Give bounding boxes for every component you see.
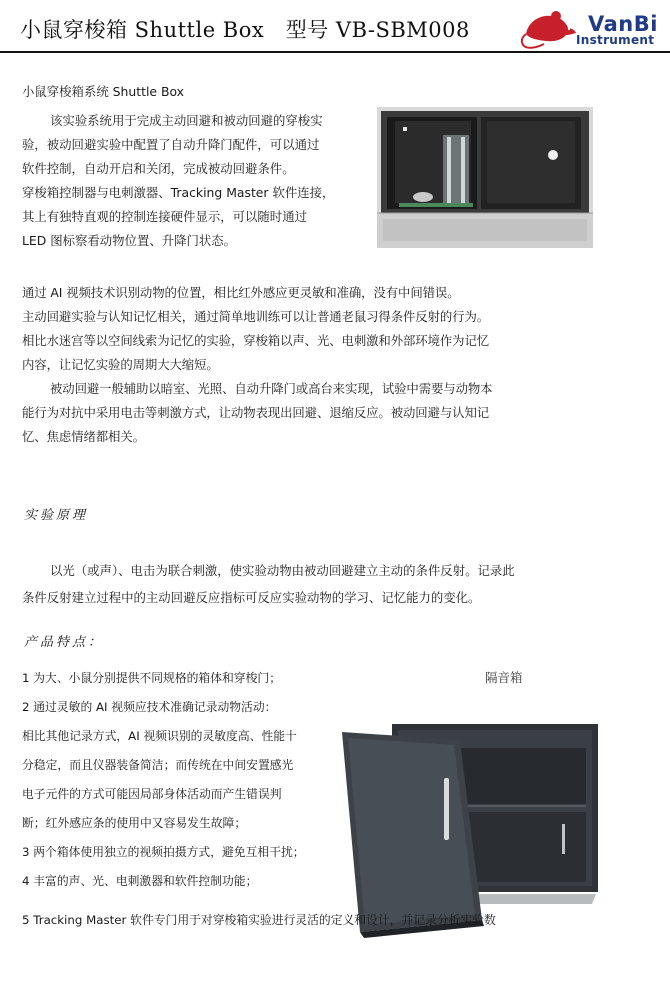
feature-line: 相比其他记录方式，AI 视频识别的灵敏度高、性能十 bbox=[22, 729, 297, 743]
page-title: 小鼠穿梭箱 Shuttle Box 型号 VB-SBM008 bbox=[20, 18, 470, 42]
intro-line: LED 图标察看动物位置、升降门状态。 bbox=[22, 233, 237, 248]
intro-line: 相比水迷宫等以空间线索为记忆的实验，穿梭箱以声、光、电刺激和外部环境作为记忆 bbox=[22, 333, 490, 348]
intro-line: 主动回避实验与认知记忆相关，通过简单地训练可以让普通老鼠习得条件反射的行为。 bbox=[22, 309, 490, 324]
vanbi-logo bbox=[518, 4, 668, 52]
feature-line: 3 两个箱体使用独立的视频拍摄方式，避免互相干扰； bbox=[22, 845, 305, 859]
feature-line: 4 丰富的声、光、电刺激器和软件控制功能； bbox=[22, 874, 258, 888]
feature-line: 断；红外感应条的使用中又容易发生故障； bbox=[22, 816, 247, 830]
logo-brand-text: VanBi bbox=[588, 12, 658, 36]
header-divider bbox=[0, 51, 670, 53]
intro-line: 其上有独特直观的控制连接硬件显示，可以随时通过 bbox=[22, 209, 307, 224]
intro-paragraph-a bbox=[22, 109, 370, 253]
feature-line: 5 Tracking Master 软件专门用于对穿梭箱实验进行灵活的定义和设计，并记录分析实验数 bbox=[22, 913, 496, 927]
shuttle-box-photo bbox=[377, 107, 593, 248]
feature-line: 电子元件的方式可能因局部身体活动而产生错误判 bbox=[22, 787, 282, 801]
intro-line: 能行为对抗中采用电击等刺激方式，让动物表现出回避、退缩反应。被动回避与认知记 bbox=[22, 405, 490, 420]
page-header bbox=[0, 0, 670, 62]
intro-paragraph-b bbox=[22, 281, 662, 449]
logo-sub-text: Instrument bbox=[576, 33, 655, 47]
feature-line: 2 通过灵敏的 AI 视频应技术准确记录动物活动： bbox=[22, 700, 277, 714]
feature-line: 分稳定，而且仪器装备简洁；而传统在中间安置感光 bbox=[22, 758, 294, 772]
principle-line: 以光（或声）、电击为联合刺激，使实验动物由被动回避建立主动的条件反射。记录此 bbox=[50, 563, 515, 578]
image-caption: 隔音箱 bbox=[485, 670, 523, 685]
intro-line: 穿梭箱控制器与电刺激器、Tracking Master 软件连接， bbox=[22, 185, 335, 200]
features-heading: 产品特点： bbox=[24, 635, 105, 650]
intro-line: 被动回避一般辅助以暗室、光照、自动升降门或高台来实现，试验中需要与动物本 bbox=[50, 381, 493, 396]
principle-line: 条件反射建立过程中的主动回避反应指标可反应实验动物的学习、记忆能力的变化。 bbox=[22, 590, 481, 605]
intro-subtitle: 小鼠穿梭箱系统 Shuttle Box bbox=[22, 84, 184, 99]
intro-line: 软件控制，自动开启和关闭，完成被动回避条件。 bbox=[22, 161, 295, 176]
principle-heading: 实验原理 bbox=[24, 508, 89, 523]
intro-line: 通过 AI 视频技术识别动物的位置，相比红外感应更灵敏和准确，没有中间错误。 bbox=[22, 285, 460, 300]
soundproof-box-photo bbox=[342, 718, 602, 938]
intro-line: 忆、焦虑情绪都相关。 bbox=[22, 429, 145, 444]
intro-line: 验，被动回避实验中配置了自动升降门配件，可以通过 bbox=[22, 137, 320, 152]
intro-line: 该实验系统用于完成主动回避和被动回避的穿梭实 bbox=[50, 113, 323, 128]
features-list bbox=[22, 664, 362, 896]
intro-line: 内容，让记忆实验的周期大大缩短。 bbox=[22, 357, 219, 372]
feature-line: 1 为大、小鼠分别提供不同规格的箱体和穿梭门； bbox=[22, 671, 281, 685]
principle-paragraph bbox=[22, 557, 652, 611]
